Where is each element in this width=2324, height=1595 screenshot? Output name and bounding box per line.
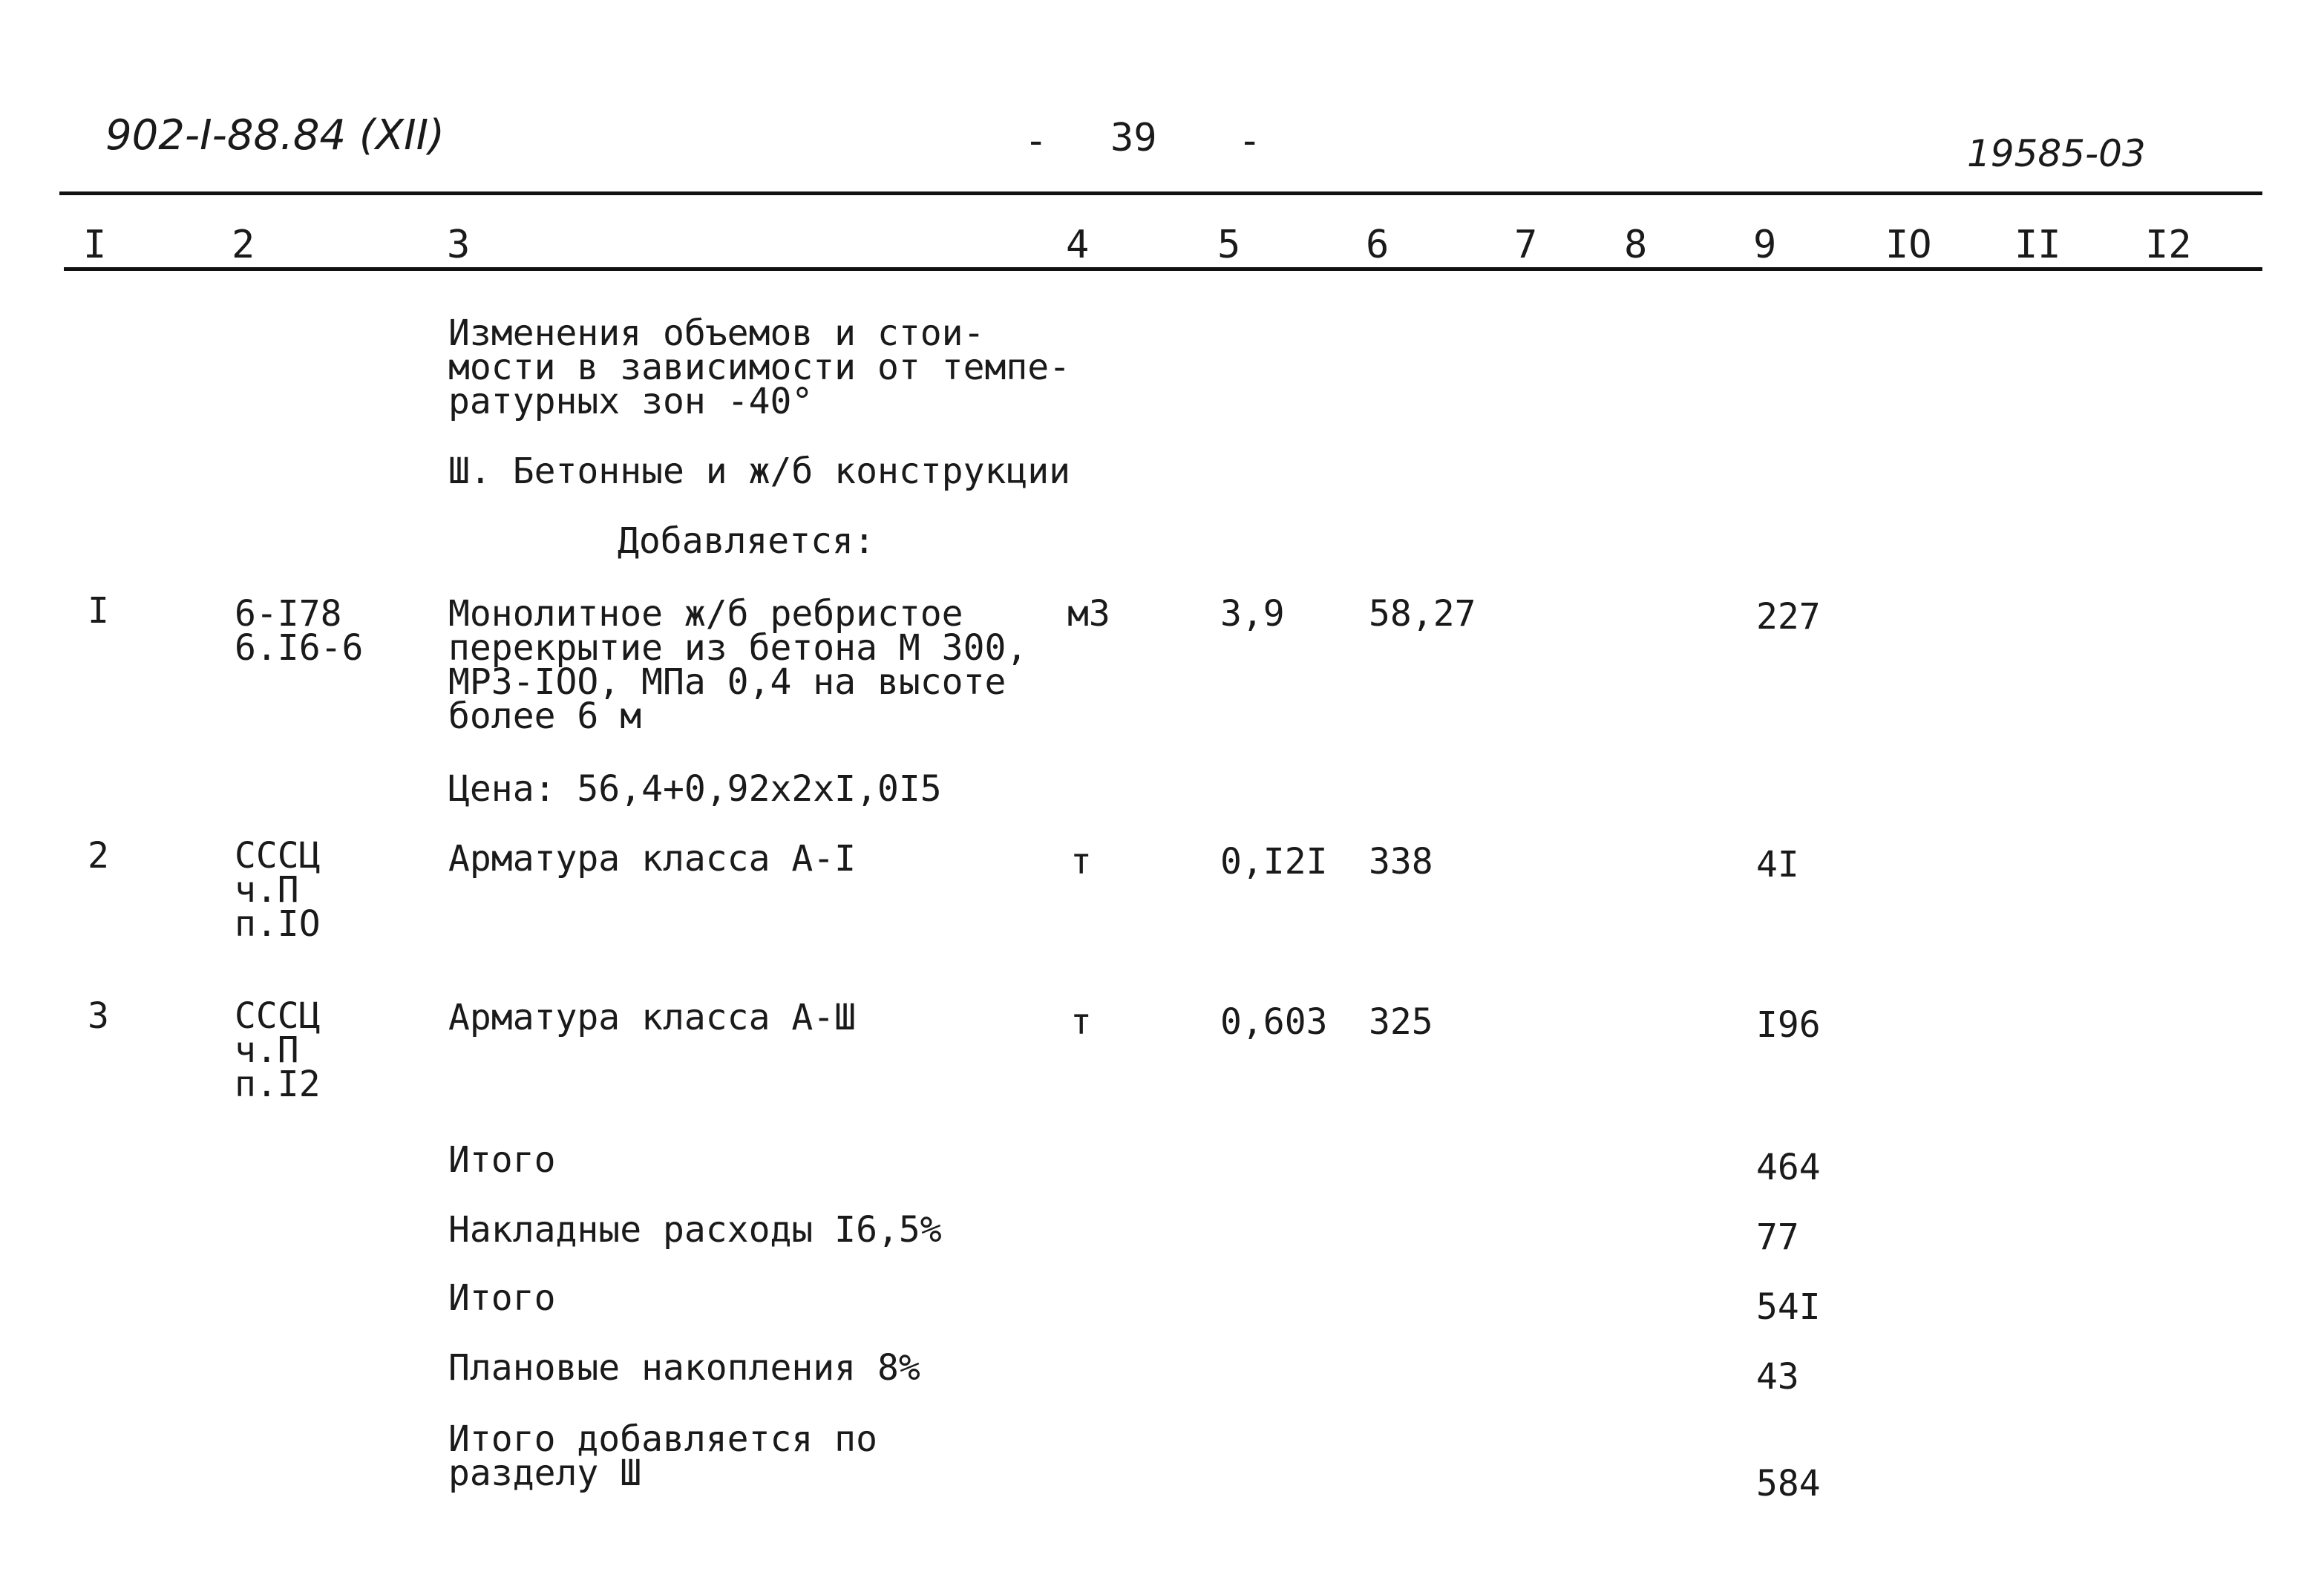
summary-label: Накладные расходы I6,5%: [448, 1209, 942, 1251]
quantity: 0,603: [1220, 1001, 1328, 1043]
summary-value: 43: [1756, 1356, 1799, 1398]
price-note: Цена: 56,4+0,92х2хI,0I5: [448, 768, 942, 810]
rate-code: СССЦ ч.П п.I2: [235, 995, 321, 1105]
summary-value: 77: [1756, 1216, 1799, 1258]
row-number: 2: [88, 835, 109, 877]
header-rule: [64, 267, 2262, 271]
section-title: Изменения объемов и стои- мости в зависимости от темпе- ратурных зон -40°: [448, 312, 1071, 422]
col-header-8: 8: [1624, 223, 1648, 267]
summary-label: Итого: [448, 1139, 556, 1181]
page-number: 39: [1110, 116, 1157, 160]
total-cost: I96: [1756, 1004, 1821, 1046]
total-cost: 4I: [1756, 844, 1799, 885]
item-name: Арматура класса А-I: [448, 838, 857, 880]
col-header-6: 6: [1366, 223, 1390, 267]
rate-code: 6-I78 6.I6-6: [235, 593, 364, 669]
summary-label: Итого: [448, 1277, 556, 1319]
item-name: Монолитное ж/б ребристое перекрытие из бетона М 300, МРЗ-IОО, МПа 0,4 на высоте более 6 м: [448, 593, 1028, 737]
col-header-1: I: [83, 223, 107, 267]
item-name: Арматура класса А-Ш: [448, 997, 857, 1038]
row-number: 3: [88, 995, 109, 1037]
col-header-10: IO: [1885, 223, 1932, 267]
doc-code: 902-I-88.84 (XII): [105, 111, 445, 160]
page-dash-left: -: [1024, 119, 1048, 163]
col-header-9: 9: [1753, 223, 1777, 267]
summary-value: 584: [1756, 1463, 1821, 1504]
total-cost: 227: [1756, 596, 1821, 638]
row-number: I: [88, 590, 109, 632]
added-heading: Добавляется:: [618, 520, 875, 562]
col-header-4: 4: [1066, 223, 1090, 267]
sheet-code: 19585-03: [1967, 132, 2146, 175]
quantity: 0,I2I: [1220, 841, 1328, 882]
col-header-5: 5: [1217, 223, 1241, 267]
summary-value: 54I: [1756, 1286, 1821, 1328]
col-header-2: 2: [232, 223, 255, 267]
page-dash-right: -: [1238, 119, 1262, 163]
col-header-11: II: [2014, 223, 2061, 267]
unit: т: [1070, 1001, 1092, 1043]
col-header-7: 7: [1514, 223, 1538, 267]
unit-price: 58,27: [1369, 593, 1476, 635]
col-header-3: 3: [447, 223, 471, 267]
unit: м3: [1067, 593, 1110, 635]
unit-price: 325: [1369, 1001, 1433, 1043]
top-rule: [59, 191, 2262, 195]
unit-price: 338: [1369, 841, 1433, 882]
rate-code: СССЦ ч.П п.IО: [235, 835, 321, 945]
section-heading: Ш. Бетонные и ж/б конструкции: [448, 451, 1071, 492]
col-header-12: I2: [2145, 223, 2192, 267]
summary-label: Итого добавляется по разделу Ш: [448, 1418, 877, 1494]
summary-value: 464: [1756, 1147, 1821, 1188]
unit: т: [1070, 841, 1092, 882]
quantity: 3,9: [1220, 593, 1285, 635]
summary-label: Плановые накопления 8%: [448, 1347, 920, 1389]
